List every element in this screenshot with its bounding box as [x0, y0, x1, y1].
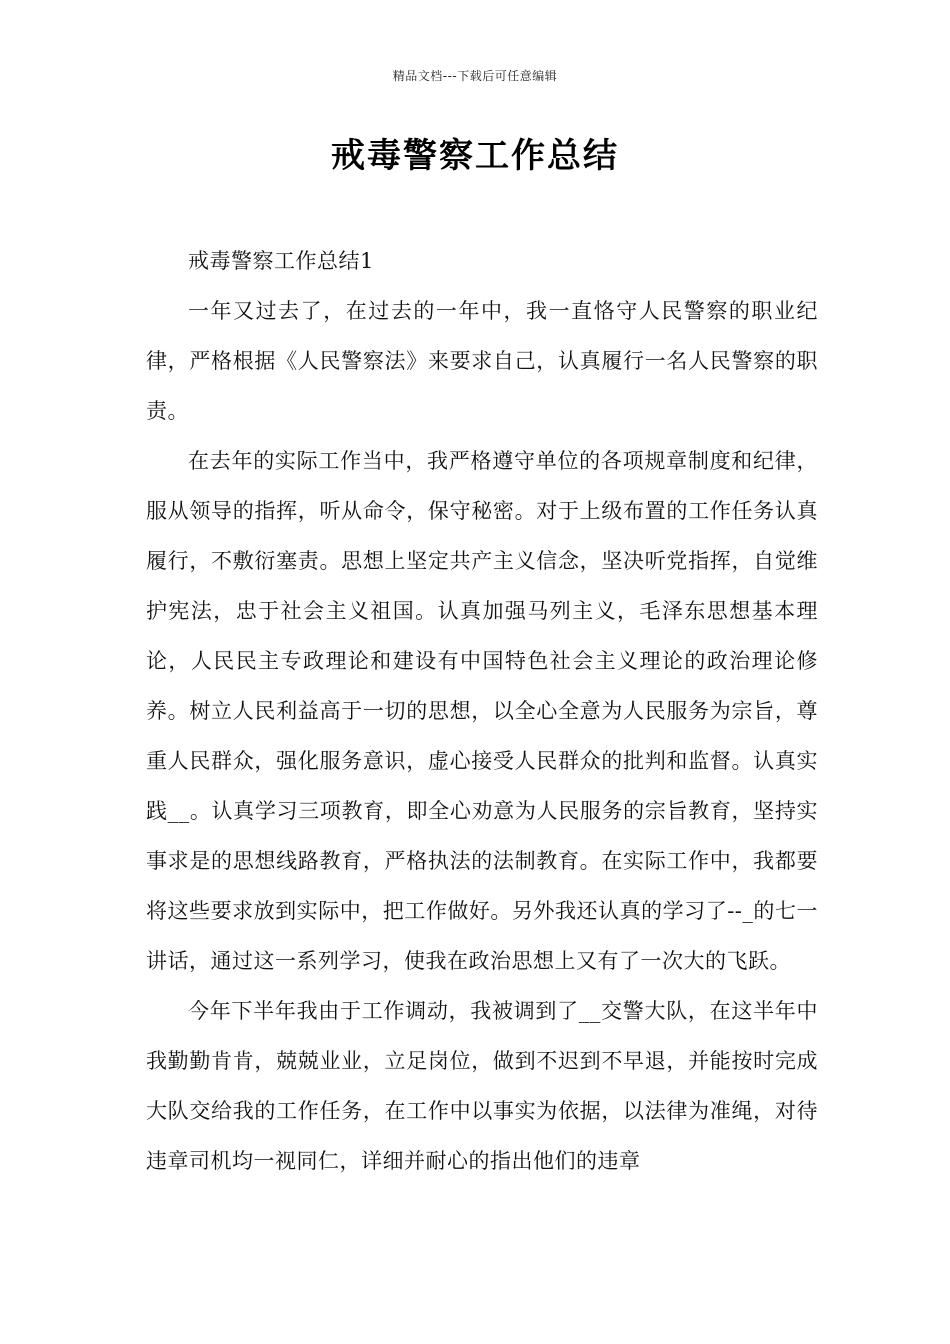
document-title: 戒毒警察工作总结	[331, 136, 619, 176]
paragraph: 在去年的实际工作当中，我严格遵守单位的各项规章制度和纪律，服从领导的指挥，听从命令，保守秘密。对于上级布置的工作任务认真履行，不敷衍塞责。思想上坚定共产主义信念，坚决听党指挥，自觉维护宪法，忠于社会主义祖国。认真加强马列主义，毛泽东思想基本理论，人民民主专政理论和建设有中国特色社会主义理论的政治理论修养。树立人民利益高于一切的思想，以全心全意为人民服务为宗旨，尊重人民群众，强化服务意识，虚心接受人民群众的批判和监督。认真实践__。认真学习三项教育，即全心劝意为人民服务的宗旨教育，坚持实事求是的思想线路教育，严格执法的法制教育。在实际工作中，我都要将这些要求放到实际中，把工作做好。另外我还认真的学习了--_的七一讲话，通过这一系列学习，使我在政治思想上又有了一次大的飞跃。	[146, 449, 818, 973]
paragraph: 今年下半年我由于工作调动，我被调到了__交警大队，在这半年中我勤勤肯肯，兢兢业业，立足岗位，做到不迟到不早退，并能按时完成大队交给我的工作任务，在工作中以事实为依据，以法律为准绳，对待违章司机均一视同仁，详细并耐心的指出他们的违章	[146, 999, 818, 1173]
document-body	[146, 236, 818, 1186]
paragraph: 一年又过去了，在过去的一年中，我一直恪守人民警察的职业纪律，严格根据《人民警察法》来要求自己，认真履行一名人民警察的职责。	[146, 299, 818, 423]
section-heading: 戒毒警察工作总结1	[188, 249, 374, 273]
header-note: 精品文档---下载后可任意编辑	[392, 69, 558, 83]
